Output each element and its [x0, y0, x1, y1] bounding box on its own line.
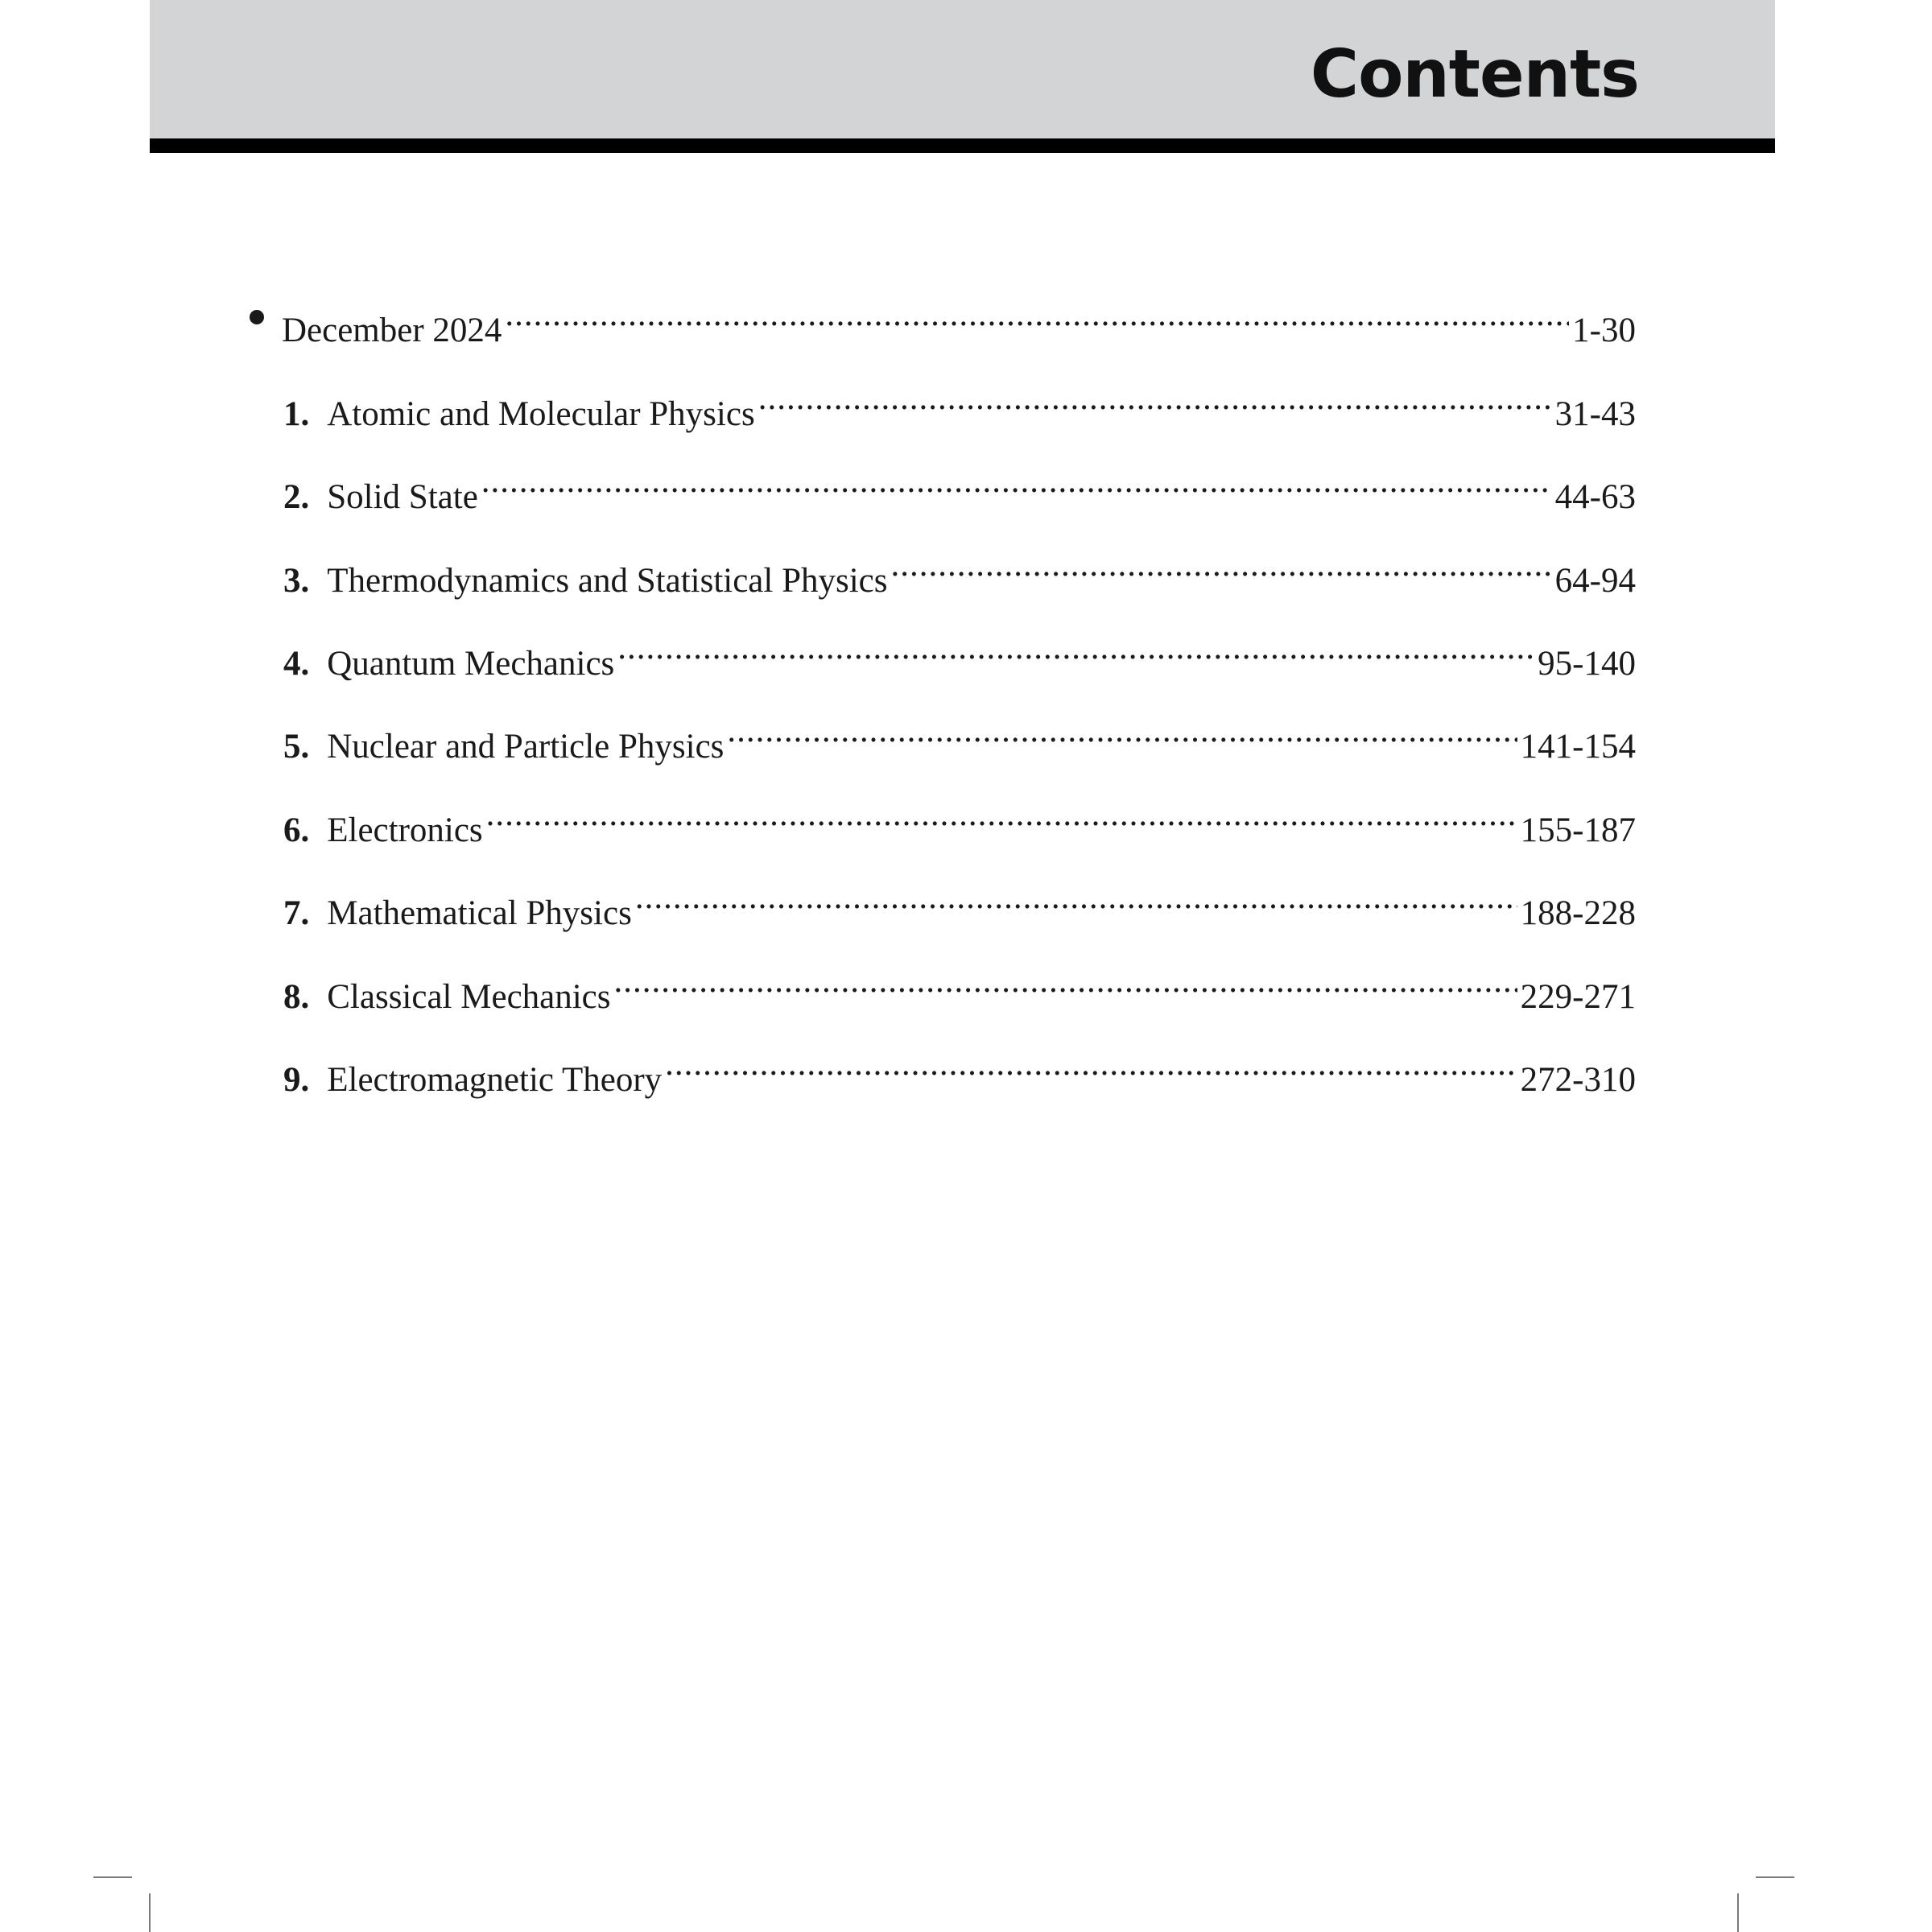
toc-entry-solid-state[interactable] [242, 460, 1636, 516]
toc-entry-number: 9. [283, 1061, 310, 1099]
dot-leader [665, 1042, 1517, 1091]
toc-entry-label: Atomic and Molecular Physics [327, 395, 755, 433]
crop-mark-bottom-right-horizontal [1756, 1876, 1794, 1878]
bullet-dot-icon [250, 310, 264, 324]
toc-entry-quantum-mechanics[interactable] [242, 626, 1636, 683]
dot-leader [635, 876, 1517, 924]
dot-leader [727, 709, 1517, 758]
toc-entry-label: Electronics [327, 811, 483, 849]
toc-entry-mathematical-physics[interactable] [242, 876, 1636, 932]
toc-entry-label: Classical Mechanics [327, 978, 611, 1016]
toc-entry-december-2024[interactable] [242, 293, 1636, 349]
toc-entry-nuclear-particle-physics[interactable] [242, 709, 1636, 766]
toc-entry-number: 1. [283, 395, 310, 433]
toc-entry-number: 2. [283, 478, 310, 516]
toc-entry-electronics[interactable] [242, 793, 1636, 849]
crop-mark-bottom-left-vertical [149, 1893, 151, 1932]
toc-entry-number: 6. [283, 811, 310, 849]
toc-entry-label: Mathematical Physics [327, 894, 632, 932]
dot-leader [486, 793, 1517, 841]
toc-entry-pages: 272-310 [1520, 1061, 1636, 1099]
crop-mark-bottom-right-vertical [1737, 1893, 1739, 1932]
toc-entry-pages: 44-63 [1554, 478, 1636, 516]
toc-entry-pages: 95-140 [1538, 645, 1636, 683]
dot-leader [891, 543, 1552, 592]
toc-entry-pages: 141-154 [1520, 728, 1636, 766]
toc-entry-number: 8. [283, 978, 310, 1016]
dot-leader [505, 293, 1569, 341]
toc-entry-atomic-molecular-physics[interactable] [242, 377, 1636, 433]
toc-entry-pages: 155-187 [1520, 811, 1636, 849]
toc-entry-number: 5. [283, 728, 310, 766]
toc-entry-label: Quantum Mechanics [327, 645, 615, 683]
toc-entry-electromagnetic-theory[interactable] [242, 1042, 1636, 1099]
toc-entry-number: 3. [283, 562, 310, 600]
toc-entry-number: 7. [283, 894, 310, 932]
toc-entry-number: 4. [283, 645, 310, 683]
toc-entry-pages: 1-30 [1572, 312, 1636, 349]
toc-entry-pages: 31-43 [1554, 395, 1636, 433]
dot-leader [758, 377, 1552, 425]
toc-entry-label: December 2024 [282, 312, 502, 349]
toc-entry-label: Thermodynamics and Statistical Physics [327, 562, 888, 600]
toc-entry-label: Nuclear and Particle Physics [327, 728, 724, 766]
toc-entry-pages: 188-228 [1520, 894, 1636, 932]
page-title: Contents [1310, 36, 1639, 113]
dot-leader [614, 960, 1517, 1008]
toc-entry-label: Solid State [327, 478, 478, 516]
toc-entry-thermodynamics[interactable] [242, 543, 1636, 600]
toc-entry-label: Electromagnetic Theory [327, 1061, 663, 1099]
toc-entry-classical-mechanics[interactable] [242, 960, 1636, 1016]
toc-entry-pages: 64-94 [1554, 562, 1636, 600]
crop-mark-bottom-left-horizontal [93, 1876, 132, 1878]
toc-entry-pages: 229-271 [1520, 978, 1636, 1016]
dot-leader [617, 626, 1534, 675]
dot-leader [481, 460, 1552, 508]
